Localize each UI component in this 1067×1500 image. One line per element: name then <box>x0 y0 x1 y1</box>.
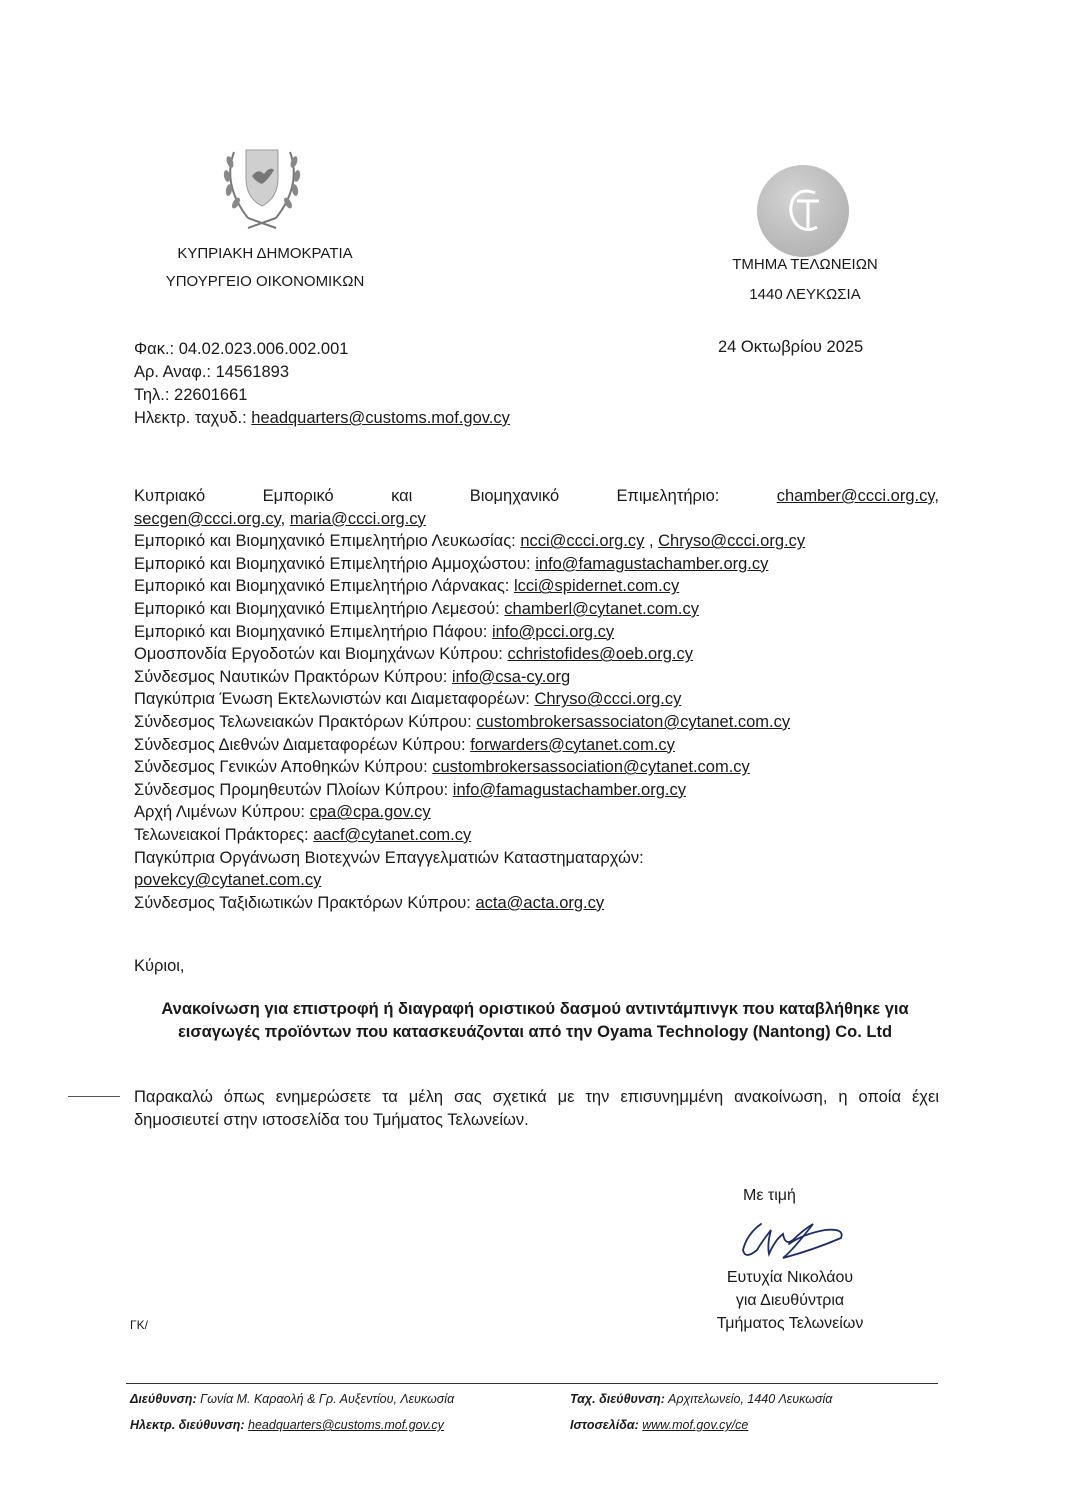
recipient-organisation: Εμπορικό και Βιομηχανικό Επιμελητήριο Πάφου: <box>134 622 492 641</box>
footer-web-link[interactable]: www.mof.gov.cy/ce <box>642 1418 749 1432</box>
signatory-role: για Διευθύντρια <box>735 1292 845 1309</box>
recipient-organisation: Σύνδεσμος Προμηθευτών Πλοίων Κύπρου: <box>134 780 453 799</box>
recipient-word: Βιομηχανικό <box>469 487 560 505</box>
footer-web-label: Ιστοσελίδα: <box>570 1418 639 1432</box>
footer-address <box>130 1386 570 1412</box>
email-link[interactable]: headquarters@customs.mof.gov.cy <box>251 409 510 427</box>
footer-email <box>130 1412 570 1438</box>
recipient-organisation: Ομοσπονδία Εργοδοτών και Βιομηχάνων Κύπρου: <box>134 645 508 664</box>
recipient-email[interactable]: info@famagustachamber.org.cy <box>535 554 769 573</box>
closing: Με τιμή <box>743 1187 796 1204</box>
recipient-email[interactable]: cchristofides@oeb.org.cy <box>507 645 693 664</box>
handwritten-signature <box>733 1210 848 1265</box>
salutation: Κύριοι, <box>134 957 185 975</box>
body-paragraph: Παρακαλώ όπως ενημερώσετε τα μέλη σας σχετικά με την επισυνημμένη ανακοίνωση, η οποία έχει δημοσιευτεί στην ιστοσελίδα του Τμήματος Τελωνείων. <box>134 1088 939 1129</box>
recipient-organisation: Σύνδεσμος Ναυτικών Πρακτόρων Κύπρου: <box>134 667 452 686</box>
recipient-organisation: Εμπορικό και Βιομηχανικό Επιμελητήριο Λευκωσίας: <box>134 532 521 551</box>
recipient-email[interactable]: Chryso@ccci.org.cy <box>658 532 806 551</box>
recipient-email[interactable]: chamberl@cytanet.com.cy <box>504 599 699 618</box>
footer-divider <box>126 1383 938 1384</box>
recipient-organisation: Σύνδεσμος Γενικών Αποθηκών Κύπρου: <box>134 758 433 777</box>
recipient-word: Κυπριακό <box>134 487 206 505</box>
recipient-item-continuation <box>134 508 939 531</box>
recipient-organisation: Εμπορικό και Βιομηχανικό Επιμελητήριο Αμμοχώστου: <box>134 554 536 573</box>
recipient-email[interactable]: info@pcci.org.cy <box>491 622 615 641</box>
footer-postal-label: Ταχ. διεύθυνση: <box>570 1392 665 1406</box>
recipient-email[interactable]: aacf@cytanet.com.cy <box>313 825 472 844</box>
footer-row <box>130 1412 940 1438</box>
recipient-organisation: Εμπορικό και Βιομηχανικό Επιμελητήριο Λάρνακας: <box>134 577 514 596</box>
recipient-item <box>134 666 939 689</box>
recipient-organisation: Παγκύπρια Οργάνωση Βιοτεχνών Επαγγελματιών Καταστηματαρχών: <box>134 848 644 867</box>
footer-row <box>130 1386 940 1412</box>
recipient-item <box>134 734 939 757</box>
recipient-item <box>134 553 939 576</box>
recipient-organisation: Σύνδεσμος Ταξιδιωτικών Πρακτόρων Κύπρου: <box>134 893 476 912</box>
recipient-email[interactable]: secgen@ccci.org.cy <box>134 509 281 528</box>
email-label: Ηλεκτρ. ταχυδ.: <box>134 409 252 427</box>
recipient-item <box>134 530 939 553</box>
footer-address-label: Διεύθυνση: <box>130 1392 197 1406</box>
subject-heading: Ανακοίνωση για επιστροφή ή διαγραφή οριστικού δασμού αντιντάμπινγκ που καταβλήθηκε για εισαγωγές προϊόντων που κατασκευάζονται από την Oyama Technology (Nantong) Co. Ltd <box>161 1000 909 1041</box>
recipient-email[interactable]: maria@ccci.org.cy <box>289 509 426 528</box>
footer-website <box>570 1412 748 1438</box>
recipient-email[interactable]: ncci@ccci.org.cy <box>520 532 645 551</box>
signatory-name: Ευτυχία Νικολάου <box>726 1269 854 1286</box>
telephone: Τηλ.: 22601661 <box>134 386 248 404</box>
department-name: ΤΜΗΜΑ ΤΕΛΩΝΕΙΩΝ <box>732 256 878 273</box>
email-separator: , <box>280 509 290 528</box>
recipient-email[interactable]: info@famagustachamber.org.cy <box>452 780 686 799</box>
recipient-email[interactable]: povekcy@cytanet.com.cy <box>134 871 322 890</box>
cyprus-emblem-icon <box>214 140 310 232</box>
footer-email-label: Ηλεκτρ. διεύθυνση: <box>130 1418 245 1432</box>
footer-email-link[interactable]: headquarters@customs.mof.gov.cy <box>248 1418 444 1432</box>
recipient-item <box>134 801 939 824</box>
recipient-word: και <box>391 487 413 505</box>
recipient-item <box>134 643 939 666</box>
footer-postal <box>570 1386 832 1412</box>
email-line <box>134 407 510 430</box>
recipient-item <box>134 688 939 711</box>
recipient-email[interactable]: forwarders@cytanet.com.cy <box>470 735 675 754</box>
signatory-block <box>690 1266 890 1335</box>
recipient-word: Επιμελητήριο: <box>616 487 720 505</box>
recipient-email[interactable]: Chryso@ccci.org.cy <box>534 690 682 709</box>
recipient-email[interactable]: chamber@ccci.org.cy, <box>776 487 939 505</box>
footer <box>130 1386 940 1438</box>
recipient-item <box>134 485 939 508</box>
recipient-item <box>134 756 939 779</box>
country-name: ΚΥΠΡΙΑΚΗ ΔΗΜΟΚΡΑΤΙΑ <box>177 245 353 262</box>
recipient-items <box>134 530 939 914</box>
footer-postal-value: Αρχιτελωνείο, 1440 Λευκωσία <box>664 1392 833 1406</box>
recipient-item <box>134 824 939 847</box>
department-city: 1440 ΛΕΥΚΩΣΙΑ <box>749 286 861 303</box>
letter-date: 24 Οκτωβρίου 2025 <box>718 338 864 356</box>
customs-logo-icon <box>757 165 849 257</box>
recipient-word: Εμπορικό <box>262 487 334 505</box>
recipient-email[interactable]: acta@acta.org.cy <box>475 893 605 912</box>
recipient-item <box>134 711 939 734</box>
author-initials: ΓΚ/ <box>130 1318 148 1332</box>
reference-number: Αρ. Αναφ.: 14561893 <box>134 363 290 381</box>
recipient-item <box>134 621 939 644</box>
ministry-name: ΥΠΟΥΡΓΕΙΟ ΟΙΚΟΝΟΜΙΚΩΝ <box>165 273 365 290</box>
recipient-organisation: Σύνδεσμος Διεθνών Διαμεταφορέων Κύπρου: <box>134 735 471 754</box>
recipient-email[interactable]: lcci@spidernet.com.cy <box>513 577 680 596</box>
recipient-organisation: Σύνδεσμος Τελωνειακών Πρακτόρων Κύπρου: <box>134 712 477 731</box>
footer-address-value: Γωνία Μ. Καραολή & Γρ. Αυξεντίου, Λευκωσία <box>196 1392 455 1406</box>
recipient-organisation: Αρχή Λιμένων Κύπρου: <box>134 803 310 822</box>
recipient-list <box>134 485 939 914</box>
recipient-item <box>134 847 939 870</box>
margin-mark <box>68 1096 120 1097</box>
recipient-email[interactable]: custombrokersassociaton@cytanet.com.cy <box>476 712 791 731</box>
recipient-email[interactable]: custombrokersassociation@cytanet.com.cy <box>432 758 750 777</box>
recipient-email[interactable]: info@csa-cy.org <box>451 667 571 686</box>
reference-block <box>134 338 510 430</box>
recipient-item <box>134 575 939 598</box>
file-number: Φακ.: 04.02.023.006.002.001 <box>134 340 349 358</box>
signatory-department: Τμήματος Τελωνείων <box>716 1315 864 1332</box>
recipient-organisation: Παγκύπρια Ένωση Εκτελωνιστών και Διαμεταφορέων: <box>134 690 535 709</box>
recipient-item-continuation <box>134 869 939 892</box>
recipient-item <box>134 892 939 915</box>
department-header <box>700 250 910 310</box>
recipient-item <box>134 598 939 621</box>
recipient-organisation: Εμπορικό και Βιομηχανικό Επιμελητήριο Λεμεσού: <box>134 599 505 618</box>
ministry-header <box>130 240 400 296</box>
email-separator: , <box>644 532 659 551</box>
recipient-email[interactable]: cpa@cpa.gov.cy <box>309 803 431 822</box>
recipient-item <box>134 779 939 802</box>
recipient-organisation: Τελωνειακοί Πράκτορες: <box>134 825 314 844</box>
